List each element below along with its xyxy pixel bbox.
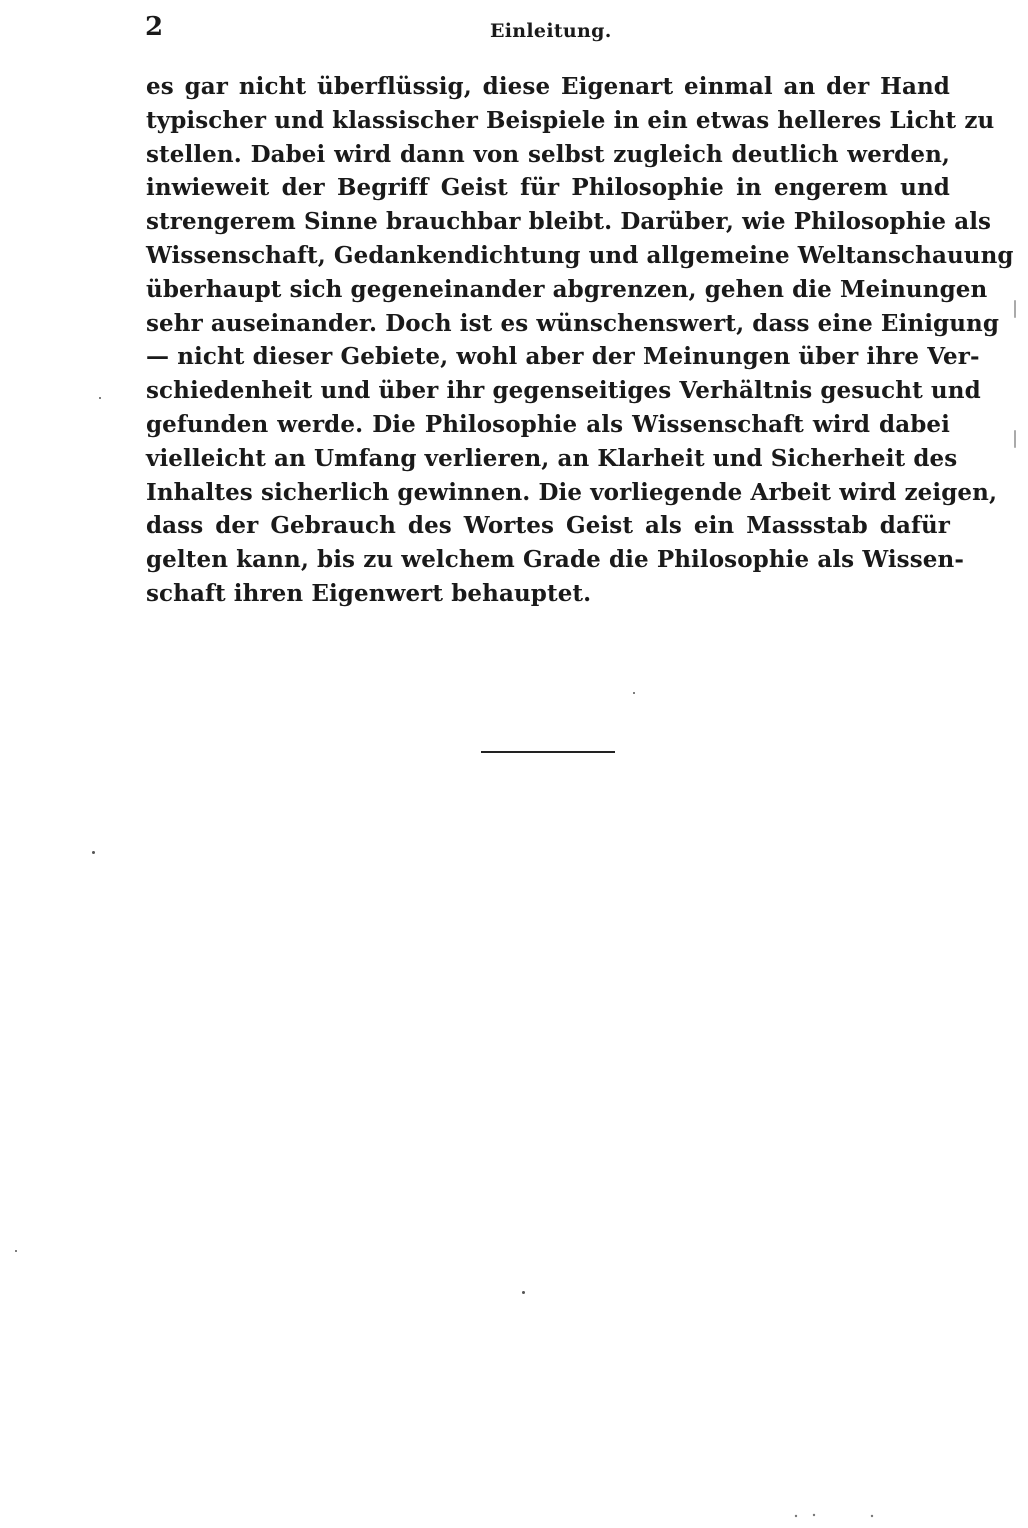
scan-speck <box>633 692 635 694</box>
text-line: — nicht dieser Gebiete, wohl aber der Meinungen über ihre Ver- <box>146 343 980 371</box>
text-line: gelten kann, bis zu welchem Grade die Philosophie als Wissen- <box>146 546 964 574</box>
text-line: es gar nicht überflüssig, diese Eigenart einmal an der Hand <box>146 73 950 100</box>
scan-speck <box>99 397 101 399</box>
text-line: sehr auseinander. Doch ist es wünschenswert, dass eine Einigung <box>146 309 1000 337</box>
scan-speck <box>1014 430 1016 448</box>
text-line: schiedenheit und über ihr gegenseitiges Verhältnis gesucht und <box>146 377 981 405</box>
text-line: Inhaltes sicherlich gewinnen. Die vorliegende Arbeit wird zeigen, <box>146 478 998 506</box>
running-head: Einleitung. <box>490 20 612 42</box>
body-paragraph <box>146 70 1014 611</box>
section-end-rule <box>481 751 615 753</box>
scan-speck <box>15 1250 17 1252</box>
text-line: schaft ihren Eigenwert behauptet. <box>146 579 592 607</box>
scan-speck <box>522 1291 525 1294</box>
text-line: überhaupt sich gegeneinander abgrenzen, gehen die Meinungen <box>146 275 988 303</box>
text-line: vielleicht an Umfang verlieren, an Klarheit und Sicherheit des <box>146 444 958 472</box>
scan-speck <box>1014 300 1016 318</box>
text-line: typischer und klassischer Beispiele in ein etwas helleres Licht zu <box>146 106 995 134</box>
text-line: strengerem Sinne brauchbar bleibt. Darüber, wie Philosophie als <box>146 208 992 236</box>
scan-speck <box>92 851 95 854</box>
scan-artifact <box>792 1506 882 1525</box>
text-line: dass der Gebrauch des Wortes Geist als ein Massstab dafür <box>146 512 950 540</box>
text-line: stellen. Dabei wird dann von selbst zugleich deutlich werden, <box>146 140 950 168</box>
text-line: inwieweit der Begriff Geist für Philosophie in engerem und <box>146 174 950 202</box>
page-number: 2 <box>145 12 164 42</box>
text-line: Wissenschaft, Gedankendichtung und allgemeine Weltanschauung <box>146 241 1014 269</box>
text-line: gefunden werde. Die Philosophie als Wissenschaft wird dabei <box>146 410 950 438</box>
